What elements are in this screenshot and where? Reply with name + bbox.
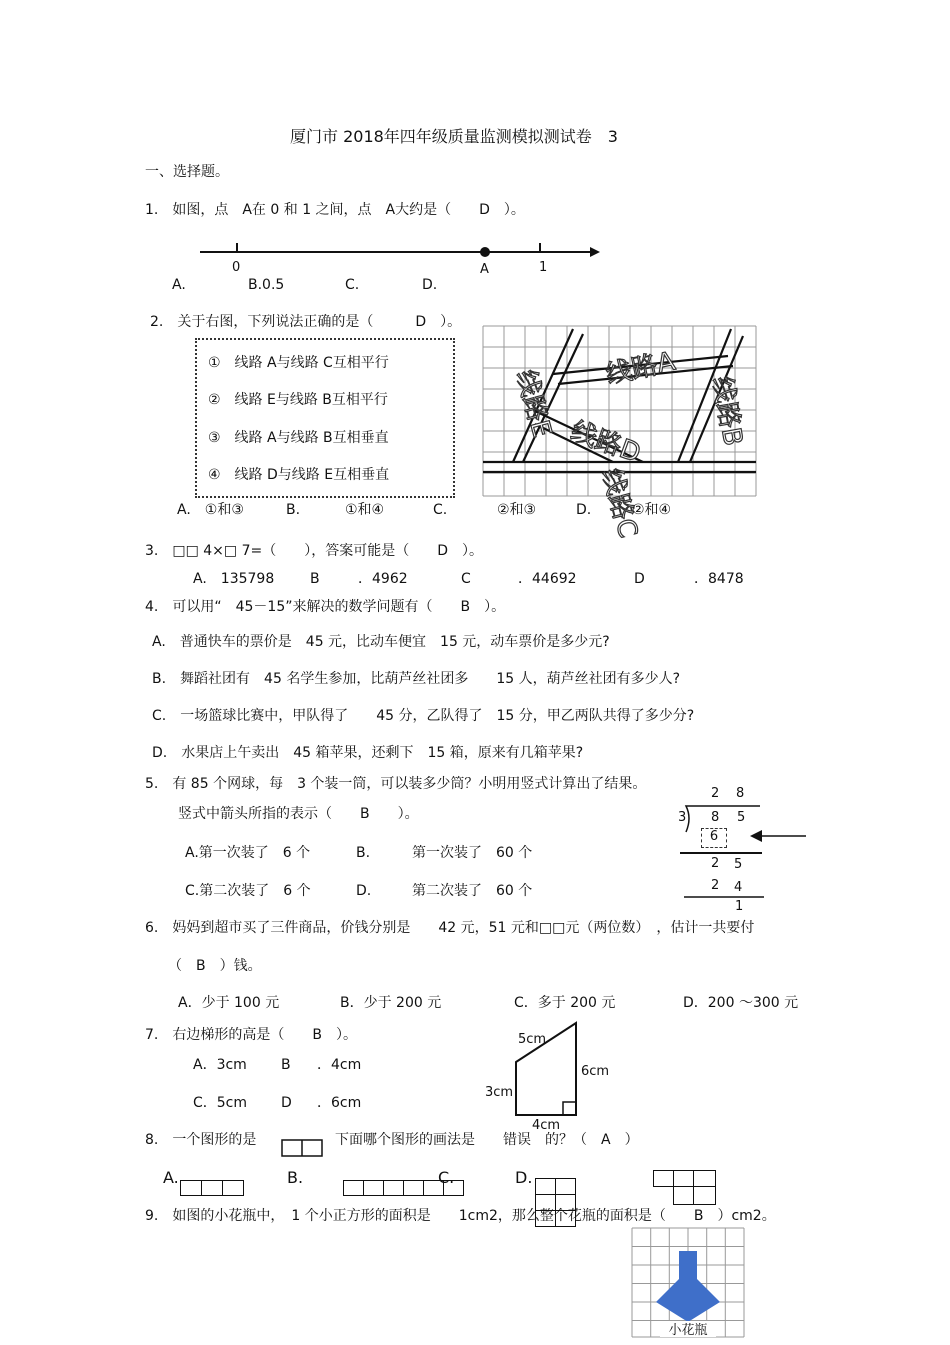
q2-option-b: ①和④ <box>345 502 385 518</box>
q3-option-b-letter: B <box>310 571 320 587</box>
q2-option-c-letter: C. <box>433 502 448 518</box>
statement-4: ④ 线路 D与线路 E互相垂直 <box>208 467 390 483</box>
q8-b-cell <box>383 1180 404 1196</box>
q8-d-cell <box>535 1178 556 1195</box>
statement-2: ② 线路 E与线路 B互相平行 <box>208 392 388 408</box>
q6-option-b: B．少于 200 元 <box>340 995 442 1011</box>
q8-d-cell <box>555 1178 576 1195</box>
statement-3: ③ 线路 A与线路 B互相垂直 <box>208 430 389 446</box>
q8-option-b-letter: B. <box>287 1168 304 1187</box>
q8-b-cell <box>403 1180 424 1196</box>
q4-option-b: B. 舞蹈社团有 45 名学生参加，比葫芦丝社团多 15 人，葫芦丝社团有多少人? <box>152 671 681 687</box>
q1-option-b: B.0.5 <box>248 277 285 293</box>
vase-shape <box>656 1251 720 1322</box>
route-label-a: 线路A <box>603 346 678 391</box>
question-5-stem: 5. 有 85 个网球，每 3 个装一筒，可以装多少筒？小明用竖式计算出了结果。 <box>145 776 647 792</box>
q8-option-d-letter: D. <box>515 1168 533 1187</box>
subtract-digit-1: 2 <box>711 878 720 893</box>
q2-option-a: A. ①和③ <box>177 502 244 518</box>
q3-option-b: ．4962 <box>358 571 408 587</box>
trapezoid-label-right: 6cm <box>581 1064 610 1079</box>
trapezoid-label-bottom: 4cm <box>532 1118 561 1133</box>
pointer-arrow <box>750 828 808 844</box>
q3-option-d: ．8478 <box>694 571 744 587</box>
q8-extra-cell <box>693 1186 716 1205</box>
question-3-stem: 3. □□ 4×□ 7=（ ），答案可能是（ D ）。 <box>145 543 483 559</box>
q7-option-c: C．5cm <box>193 1095 248 1111</box>
q7-option-d: ．6cm <box>317 1095 362 1111</box>
step-digit-2: 5 <box>734 857 743 872</box>
q8-extra-cell <box>653 1170 674 1187</box>
route-label-e: 线路E <box>510 366 557 441</box>
view-shape <box>281 1139 325 1157</box>
question-4-stem: 4. 可以用“ 45－15”来解决的数学问题有（ B ）。 <box>145 599 506 615</box>
q1-option-c: C. <box>345 277 360 293</box>
q7-option-d-letter: D <box>281 1095 292 1111</box>
q7-option-a: A．3cm <box>193 1057 247 1073</box>
q5-option-c: C.第二次装了 6 个 <box>185 883 311 899</box>
quotient-digit-2: 8 <box>736 786 745 801</box>
question-6-stem-2: （ B ）钱。 <box>168 958 262 974</box>
number-line-label-one: 1 <box>539 260 548 275</box>
q8-extra-cell <box>673 1170 694 1187</box>
q6-option-c: C．多于 200 元 <box>514 995 616 1011</box>
q6-option-d: D．200 ～300 元 <box>683 995 799 1011</box>
question-9-stem: 9. 如图的小花瓶中， 1 个小正方形的面积是 1cm2，那么整个花瓶的面积是（ B ）cm2。 <box>145 1208 776 1224</box>
q7-option-b-letter: B <box>281 1057 291 1073</box>
statement-1: ① 线路 A与线路 C互相平行 <box>208 355 389 371</box>
section-heading: 一、选择题。 <box>145 164 229 180</box>
number-line-label-zero: 0 <box>232 260 241 275</box>
q1-option-d: D. <box>422 277 438 293</box>
q8-a-cell <box>222 1180 244 1196</box>
page-title: 厦门市 2018年四年级质量监测模拟测试卷 3 <box>290 127 618 146</box>
q8-option-a-letter: A. <box>163 1168 179 1187</box>
q2-option-c: ②和③ <box>497 502 537 518</box>
q6-option-a: A．少于 100 元 <box>178 995 280 1011</box>
route-label-d: 线路D <box>566 416 645 470</box>
q2-option-d-letter: D. <box>576 502 592 518</box>
dividend-digit-1: 8 <box>711 810 720 825</box>
q2-option-b-letter: B. <box>286 502 301 518</box>
vase-caption: 小花瓶 <box>668 1323 708 1338</box>
number-line-label-a: A <box>480 262 489 277</box>
question-2-stem: 2. 关于右图，下列说法正确的是（ D ）。 <box>150 314 462 330</box>
division-bracket <box>686 804 766 904</box>
q8-option-c-letter: C. <box>438 1168 455 1187</box>
q5-option-d-letter: D. <box>356 883 372 899</box>
route-label-c: 线路C <box>595 465 643 541</box>
question-1-stem: 1. 如图，点 A在 0 和 1 之间，点 A大约是（ D ）。 <box>145 202 525 218</box>
route-label-b: 线路B <box>706 374 748 449</box>
number-line-arrow <box>590 247 600 257</box>
dividend-digit-2: 5 <box>737 810 746 825</box>
question-5-stem-2: 竖式中箭头所指的表示（ B ）。 <box>178 806 419 822</box>
q4-option-d: D. 水果店上午卖出 45 箱苹果，还剩下 15 箱，原来有几箱苹果? <box>152 745 584 761</box>
q2-option-d: ②和④ <box>632 502 672 518</box>
question-7-stem: 7. 右边梯形的高是（ B ）。 <box>145 1027 357 1043</box>
boxed-product: 6 <box>701 828 727 848</box>
quotient-digit-1: 2 <box>711 786 720 801</box>
q4-option-c: C. 一场篮球比赛中，甲队得了 45 分，乙队得了 15 分，甲乙两队共得了多少分? <box>152 708 695 724</box>
q5-option-b-letter: B. <box>356 845 371 861</box>
q3-option-c: ．44692 <box>518 571 577 587</box>
q8-a-cell <box>201 1180 223 1196</box>
q3-option-c-letter: C <box>461 571 471 587</box>
q3-option-d-letter: D <box>634 571 645 587</box>
q4-option-a: A. 普通快车的票价是 45 元，比动车便宜 15 元，动车票价是多少元? <box>152 634 610 650</box>
step-digit-1: 2 <box>711 856 720 871</box>
q8-b-cell <box>343 1180 364 1196</box>
q8-b-cell <box>363 1180 384 1196</box>
trapezoid-label-top: 5cm <box>518 1032 547 1047</box>
question-8-stem: 8. 一个图形的是 <box>145 1132 257 1148</box>
q8-a-cell <box>180 1180 202 1196</box>
q8-extra-cell <box>693 1170 716 1187</box>
question-6-stem: 6. 妈妈到超市买了三件商品，价钱分别是 42 元，51 元和□□元（两位数） ，估计一共要付 <box>145 920 755 936</box>
q1-option-a: A. <box>172 277 186 293</box>
q5-option-a: A.第一次装了 6 个 <box>185 845 311 861</box>
q8-extra-cell <box>673 1186 694 1205</box>
q3-option-a: A. 135798 <box>193 571 275 587</box>
question-8-stem-2: 下面哪个图形的画法是 错误 的？（ A ） <box>335 1132 639 1148</box>
vase-figure <box>632 1228 746 1338</box>
point-a <box>480 247 490 257</box>
remainder: 1 <box>735 899 744 914</box>
divisor: 3 <box>678 810 687 825</box>
trapezoid-label-left: 3cm <box>485 1085 514 1100</box>
q5-option-d: 第二次装了 60 个 <box>412 883 533 899</box>
q7-option-b: ．4cm <box>317 1057 362 1073</box>
q5-option-b: 第一次装了 60 个 <box>412 845 533 861</box>
subtract-digit-2: 4 <box>734 880 743 895</box>
